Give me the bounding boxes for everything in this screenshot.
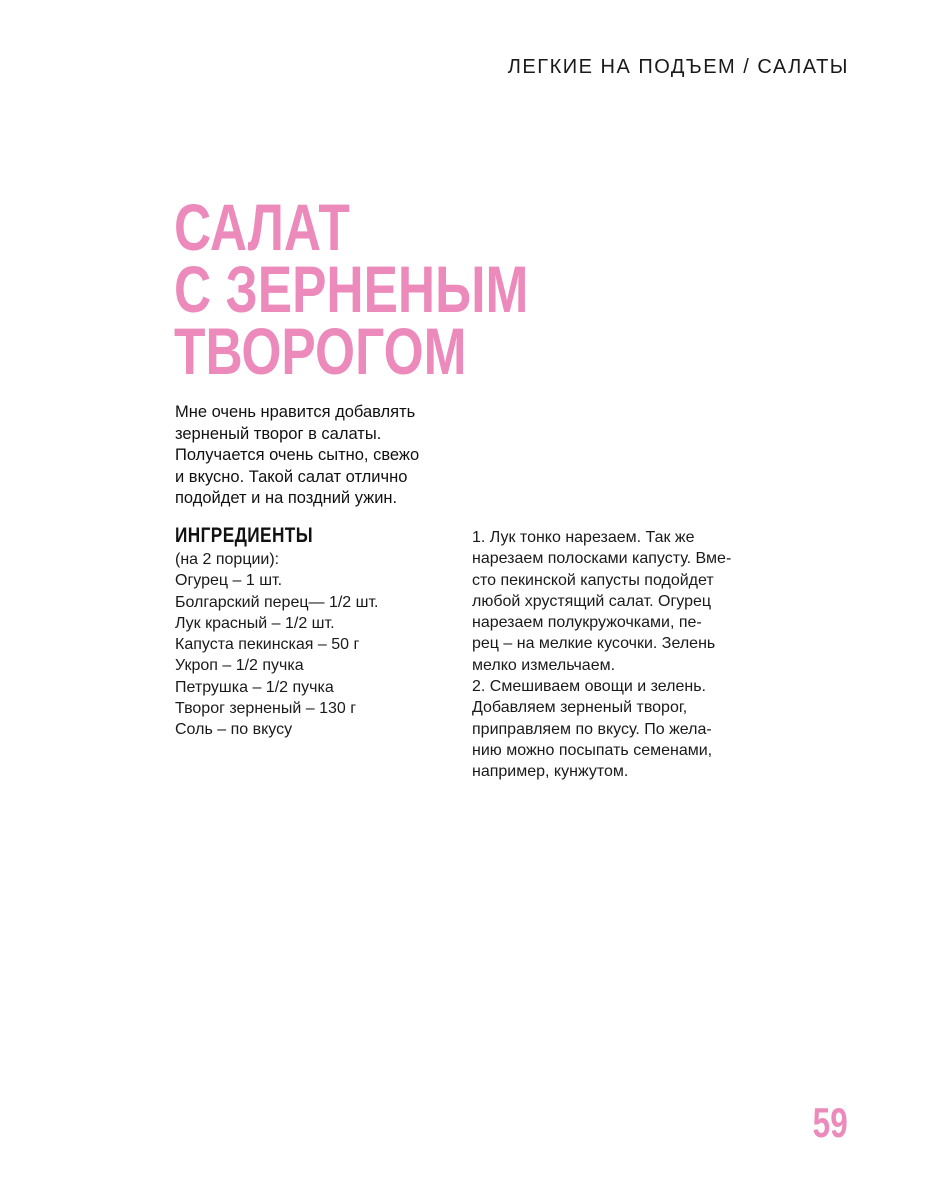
ingredients-list — [175, 549, 445, 741]
ingredient-item: Творог зерненый – 130 г — [175, 700, 357, 718]
ingredient-item: (на 2 порции): — [175, 551, 280, 568]
step-line: 2. Смешиваем овощи и зелень. — [472, 678, 706, 696]
step-line: нарезаем полукружочками, пе- — [472, 614, 702, 632]
ingredient-item: Соль – по вкусу — [175, 721, 293, 739]
recipe-intro — [175, 402, 450, 510]
step-line: приправляем по вкусу. По жела- — [472, 720, 712, 738]
ingredients-section — [175, 523, 445, 741]
intro-line: и вкусно. Такой салат отлично — [175, 467, 408, 486]
ingredient-item: Капуста пекинская – 50 г — [175, 636, 360, 654]
step-line: мелко измельчаем. — [472, 656, 616, 674]
intro-line: Мне очень нравится добавлять — [175, 403, 416, 421]
step-line: например, кунжутом. — [472, 763, 629, 781]
ingredient-item: Укроп – 1/2 пучка — [175, 657, 304, 675]
intro-line: Получается очень сытно, свежо — [175, 446, 420, 464]
step-line: любой хрустящий салат. Огурец — [472, 592, 712, 610]
ingredient-item: Петрушка – 1/2 пучка — [175, 678, 334, 696]
ingredient-item: Болгарский перец— 1/2 шт. — [175, 593, 379, 611]
intro-line: зерненый творог в салаты. — [175, 424, 382, 443]
recipe-title-line: ТВОРОГОМ — [174, 314, 467, 388]
step-line: нарезаем полосками капусту. Вме- — [472, 550, 732, 568]
recipe-title-line: С ЗЕРНЕНЫМ — [174, 252, 529, 326]
intro-line: подойдет и на поздний ужин. — [175, 489, 398, 507]
ingredient-item: Лук красный – 1/2 шт. — [175, 614, 335, 632]
step-line: сто пекинской капусты подойдет — [472, 571, 714, 589]
recipe-steps — [472, 527, 762, 783]
step-line: рец – на мелкие кусочки. Зелень — [472, 635, 716, 653]
page-number: 59 — [812, 1099, 848, 1146]
ingredient-item: Огурец – 1 шт. — [175, 572, 283, 590]
recipe-title-line: САЛАТ — [174, 190, 350, 264]
running-header: ЛЕГКИЕ НА ПОДЪЕМ / САЛАТЫ — [507, 56, 849, 78]
step-line: Добавляем зерненый творог, — [472, 699, 688, 717]
step-line: 1. Лук тонко нарезаем. Так же — [472, 529, 695, 546]
ingredients-heading: ИНГРЕДИЕНТЫ — [175, 524, 314, 547]
recipe-title — [174, 190, 529, 388]
step-line: нию можно посыпать семенами, — [472, 741, 713, 759]
